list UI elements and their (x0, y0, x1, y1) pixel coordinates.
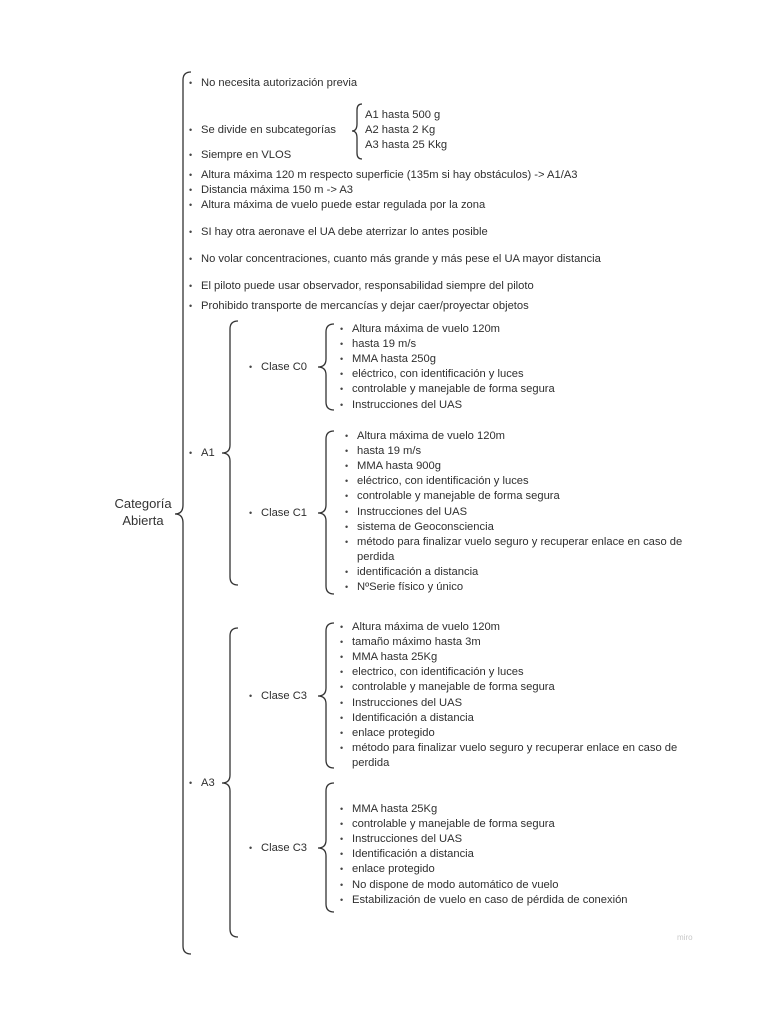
c3a-item: • electrico, con identificación y luces (352, 665, 524, 680)
general-item: • Prohibido transporte de mercancías y dejar caer/proyectar objetos (201, 299, 529, 314)
c0-item: • MMA hasta 250g (352, 352, 436, 367)
general-item: • No necesita autorización previa (201, 76, 357, 91)
c1-item: • eléctrico, con identificación y luces (357, 474, 529, 489)
c3b-item: • controlable y manejable de forma segura (352, 817, 555, 832)
a3-node: • A3 (201, 776, 215, 791)
c3b-item: • MMA hasta 25Kg (352, 802, 437, 817)
c1-item: • método para finalizar vuelo seguro y recuperar enlace en caso de (357, 535, 682, 550)
c1-item: • controlable y manejable de forma segura (357, 489, 560, 504)
c0-item: • Instrucciones del UAS (352, 398, 462, 413)
c3b-bracket (318, 783, 334, 912)
general-item: • Altura máxima 120 m respecto superficie (135m si hay obstáculos) -> A1/A3 (201, 168, 578, 183)
c3a-item-continuation: perdida (352, 757, 390, 769)
c0-bracket (318, 324, 334, 410)
c3a-item: • enlace protegido (352, 726, 435, 741)
root-line-1: Categoría (114, 496, 172, 511)
subcategory-item: A1 hasta 500 g (365, 109, 441, 121)
subcategory-item: A3 hasta 25 Kkg (365, 139, 448, 151)
c1-item: • identificación a distancia (357, 565, 478, 580)
subcategories-bracket (352, 104, 362, 159)
c0-item: • eléctrico, con identificación y luces (352, 367, 524, 382)
c3b-item: • No dispone de modo automático de vuelo (352, 878, 558, 893)
general-item: • SI hay otra aeronave el UA debe aterrizar lo antes posible (201, 225, 488, 240)
c1-item: • hasta 19 m/s (357, 444, 421, 459)
c1-item: • sistema de Geoconsciencia (357, 520, 494, 535)
c3a-item: • Altura máxima de vuelo 120m (352, 620, 500, 635)
a1-node: • A1 (201, 446, 215, 461)
c3a-item: • método para finalizar vuelo seguro y recuperar enlace en caso de (352, 741, 677, 756)
c3b-item: • Identificación a distancia (352, 847, 474, 862)
a3-bracket (222, 628, 238, 937)
c1-item: • Altura máxima de vuelo 120m (357, 429, 505, 444)
c3a-node: • Clase C3 (261, 689, 307, 704)
c0-item: • hasta 19 m/s (352, 337, 416, 352)
c3b-node: • Clase C3 (261, 841, 307, 856)
c3b-item: • Estabilización de vuelo en caso de pérdida de conexión (352, 893, 628, 908)
c0-item: • Altura máxima de vuelo 120m (352, 322, 500, 337)
general-item: • Distancia máxima 150 m -> A3 (201, 183, 353, 198)
subcategory-item: A2 hasta 2 Kg (365, 124, 436, 136)
a1-bracket (222, 321, 238, 585)
c1-item: • Instrucciones del UAS (357, 505, 467, 520)
c1-node: • Clase C1 (261, 506, 307, 521)
general-item: • Siempre en VLOS (201, 148, 291, 163)
general-item: • No volar concentraciones, cuanto más grande y más pese el UA mayor distancia (201, 252, 601, 267)
general-item: • Altura máxima de vuelo puede estar regulada por la zona (201, 198, 485, 213)
root-line-2: Abierta (122, 513, 164, 528)
general-item: • El piloto puede usar observador, responsabilidad siempre del piloto (201, 279, 534, 294)
c3b-item: • enlace protegido (352, 862, 435, 877)
c3a-item: • Instrucciones del UAS (352, 696, 462, 711)
c3a-item: • controlable y manejable de forma segura (352, 680, 555, 695)
c1-bracket (318, 431, 334, 594)
c3b-item: • Instrucciones del UAS (352, 832, 462, 847)
watermark: miro (677, 933, 693, 942)
c0-node: • Clase C0 (261, 360, 307, 375)
c3a-bracket (318, 623, 334, 768)
c3a-item: • tamaño máximo hasta 3m (352, 635, 481, 650)
c3a-item: • Identificación a distancia (352, 711, 474, 726)
c1-item: • MMA hasta 900g (357, 459, 441, 474)
root-node (108, 495, 178, 529)
c0-item: • controlable y manejable de forma segura (352, 382, 555, 397)
c1-item: • NºSerie físico y único (357, 580, 463, 595)
c3a-item: • MMA hasta 25Kg (352, 650, 437, 665)
general-item: • Se divide en subcategorías (201, 123, 336, 138)
c1-item-continuation: perdida (357, 551, 395, 563)
